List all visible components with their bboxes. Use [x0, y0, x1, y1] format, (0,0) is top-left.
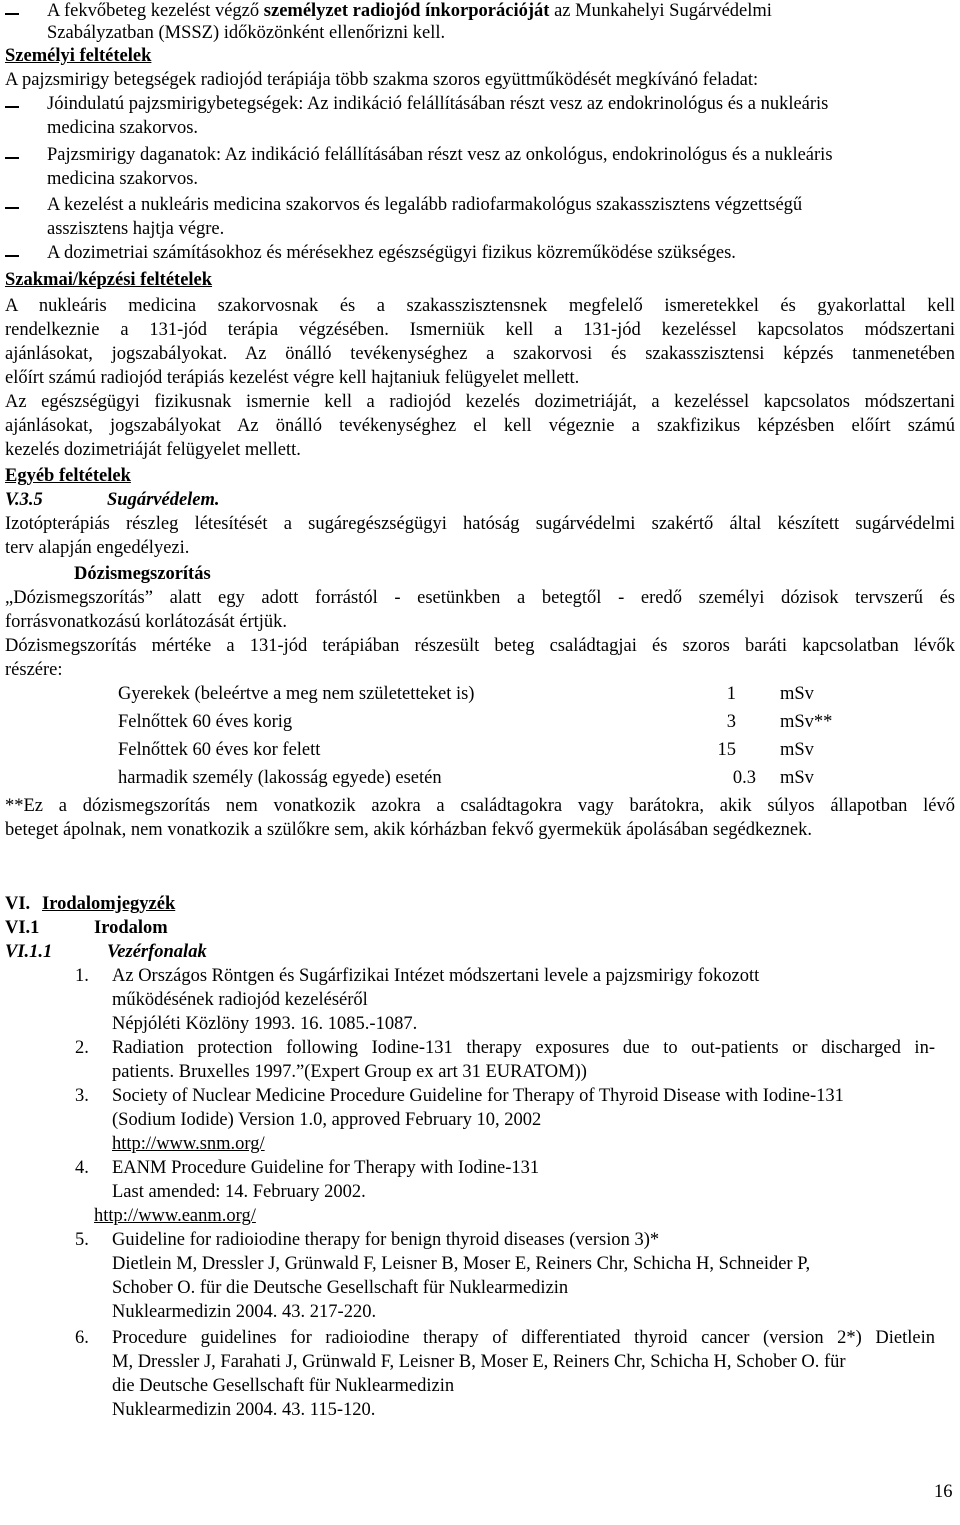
reference-line: Népjóléti Közlöny 1993. 16. 1085.-1087. — [112, 1014, 418, 1034]
bullet-dash — [5, 106, 19, 108]
paragraph-line: rendelkeznie a 131-jód terápia végzésében. Ismerniük kell a 131-jód kezeléssel kapcsolatos módszertani — [5, 320, 955, 340]
bullet-dash — [5, 157, 19, 159]
text-line — [47, 0, 772, 23]
table-cell-unit: mSv — [780, 768, 814, 788]
reference-line: Schober O. für die Deutsche Gesellschaft für Nuklearmedizin — [112, 1278, 569, 1298]
reference-line: (Sodium Iodide) Version 1.0, approved February 10, 2002 — [112, 1110, 542, 1130]
reference-line: Nuklearmedizin 2004. 43. 217-220. — [112, 1302, 377, 1322]
reference-line: M, Dressler J, Farahati J, Grünwald F, Leisner B, Moser E, Reiners Chr, Schicha H, Schober O. für — [112, 1352, 846, 1372]
table-cell-unit: mSv** — [780, 712, 833, 732]
section-title: Sugárvédelem. — [107, 490, 220, 510]
bullet-dash — [5, 207, 19, 209]
bullet-dash — [5, 13, 19, 15]
bullet-line: medicina szakorvos. — [47, 118, 199, 138]
footnote-line: **Ez a dózismegszorítás nem vonatkozik azokra a családtagokra vagy barátokra, akik súlyos állapotban lévő — [5, 796, 955, 816]
section-heading-szakmai: Szakmai/képzési feltételek — [5, 270, 213, 290]
paragraph-line: ajánlásokat, jogszabályokat Az önálló tevékenységhez el kell végeznie a szakfizikus képzésben előírt számú — [5, 416, 955, 436]
table-cell-value: 1 — [726, 684, 736, 704]
reference-line: Az Országos Röntgen és Sugárfizikai Intézet módszertani levele a pajzsmirigy fokozott — [112, 966, 760, 986]
section-number: VI. — [5, 894, 31, 914]
bullet-line: Pajzsmirigy daganatok: Az indikáció felállításában részt vesz az onkológus, endokrinológus és a nukleáris — [47, 145, 833, 165]
list-number: 1. — [75, 966, 89, 986]
reference-line: Radiation protection following Iodine-131 therapy exposures due to out-patients or discharged in- — [112, 1038, 935, 1058]
table-cell-value: 0.3 — [732, 768, 756, 788]
reference-line: működésének radiojód kezeléséről — [112, 990, 368, 1010]
list-number: 4. — [75, 1158, 89, 1178]
paragraph-line: előírt számú radiojód terápiás kezelést végre kell hajtaniuk felügyelet mellett. — [5, 368, 580, 388]
footnote-line: beteget ápolnak, nem vonatkozik a szülőkre sem, akik kórházban fekvő gyermekük ápolásában segédkeznek. — [5, 820, 813, 840]
section-heading-irodalomjegyzek: Irodalomjegyzék — [42, 894, 176, 914]
paragraph-line: Izotópterápiás részleg létesítését a sugáregészségügyi hatóság sugárvédelmi szakértő által készített sugárvédelmi — [5, 514, 955, 534]
text-span: az Munkahelyi Sugárvédelmi — [549, 1, 772, 21]
reference-line: Guideline for radioiodine therapy for benign thyroid diseases (version 3)* — [112, 1230, 660, 1250]
reference-line: Last amended: 14. February 2002. — [112, 1182, 366, 1202]
bullet-line: Jóindulatú pajzsmirigybetegségek: Az indikáció felállításában részt vesz az endokrinológus és a nukleáris — [47, 94, 829, 114]
bullet-line: asszisztens hajtja végre. — [47, 219, 225, 239]
paragraph-line: kezelés dozimetriáját felügyelet mellett. — [5, 440, 301, 460]
section-number: V.3.5 — [5, 490, 43, 510]
reference-line: EANM Procedure Guideline for Therapy with Iodine-131 — [112, 1158, 540, 1178]
reference-line: Dietlein M, Dressler J, Grünwald F, Leisner B, Moser E, Reiners Chr, Schicha H, Schneider P, — [112, 1254, 811, 1274]
table-cell-label: Felnőttek 60 éves korig — [118, 712, 293, 732]
list-number: 2. — [75, 1038, 89, 1058]
bold-text: személyzet radiojód ínkorporációját — [263, 1, 550, 21]
subsection-heading: Vezérfonalak — [107, 942, 207, 962]
table-cell-value: 3 — [726, 712, 736, 732]
list-number: 5. — [75, 1230, 89, 1250]
bullet-line: medicina szakorvos. — [47, 169, 199, 189]
reference-line: die Deutsche Gesellschaft für Nuklearmedizin — [112, 1376, 455, 1396]
bullet-line: A kezelést a nukleáris medicina szakorvos és legalább radiofarmakológus szakasszisztens végzettségű — [47, 195, 803, 215]
section-number: VI.1.1 — [5, 942, 53, 962]
paragraph-line: terv alapján engedélyezi. — [5, 538, 190, 558]
paragraph-line: Az egészségügyi fizikusnak ismernie kell a radiojód kezelés dozimetriáját, a kezeléssel kapcsolatos módszertani — [5, 392, 955, 412]
list-number: 6. — [75, 1328, 89, 1348]
paragraph-line: A nukleáris medicina szakorvosnak és a szakasszisztensnek megfelelő ismeretekkel és gyakorlattal kell — [5, 296, 955, 316]
table-cell-label: Felnőttek 60 éves kor felett — [118, 740, 321, 760]
paragraph-line: részére: — [5, 660, 63, 680]
bullet-dash — [5, 255, 19, 257]
reference-line: patients. Bruxelles 1997.”(Expert Group ex art 31 EURATOM)) — [112, 1062, 587, 1082]
subsection-heading: Dózismegszorítás — [74, 564, 211, 584]
section-heading-egyeb: Egyéb feltételek — [5, 466, 131, 486]
table-cell-label: harmadik személy (lakosság egyede) esetén — [118, 768, 442, 788]
text-line: Szabályzatban (MSSZ) időközönként ellenőrizni kell. — [47, 23, 446, 43]
paragraph-line: forrásvonatkozású korlátozását értjük. — [5, 612, 288, 632]
reference-line: Nuklearmedizin 2004. 43. 115-120. — [112, 1400, 376, 1420]
list-number: 3. — [75, 1086, 89, 1106]
table-cell-label: Gyerekek (beleértve a meg nem születetteket is) — [118, 684, 475, 704]
table-cell-value: 15 — [717, 740, 736, 760]
bullet-line: A dozimetriai számításokhoz és mérésekhez egészségügyi fizikus közreműködése szükséges. — [47, 243, 736, 263]
paragraph-line: ajánlásokat, jogszabályokat. Az önálló tevékenységhez a szakorvosi és szakasszisztensi képzés tanmenetében — [5, 344, 955, 364]
section-heading-szemelyi: Személyi feltételek — [5, 46, 152, 66]
reference-link[interactable]: http://www.snm.org/ — [112, 1134, 265, 1154]
paragraph-line: A pajzsmirigy betegségek radiojód terápiája több szakma szoros együttműködését megkívánó feladat: — [5, 70, 759, 90]
subsection-heading: Irodalom — [94, 918, 168, 938]
reference-link[interactable]: http://www.eanm.org/ — [94, 1206, 256, 1226]
section-number: VI.1 — [5, 918, 40, 938]
reference-line: Society of Nuclear Medicine Procedure Guideline for Therapy of Thyroid Disease with Iodine-131 — [112, 1086, 844, 1106]
paragraph-line: Dózismegszorítás mértéke a 131-jód terápiában részesült beteg családtagjai és szoros baráti kapcsolatban lévők — [5, 636, 955, 656]
page-number: 16 — [934, 1482, 953, 1502]
reference-line: Procedure guidelines for radioiodine therapy of differentiated thyroid cancer (version 2*) Dietlein — [112, 1328, 935, 1348]
table-cell-unit: mSv — [780, 684, 814, 704]
table-cell-unit: mSv — [780, 740, 814, 760]
text-span: A fekvőbeteg kezelést végző — [47, 1, 264, 21]
paragraph-line: „Dózismegszorítás” alatt egy adott forrástól - esetünkben a betegtől - eredő személyi dózisok tervszerű és — [5, 588, 955, 608]
